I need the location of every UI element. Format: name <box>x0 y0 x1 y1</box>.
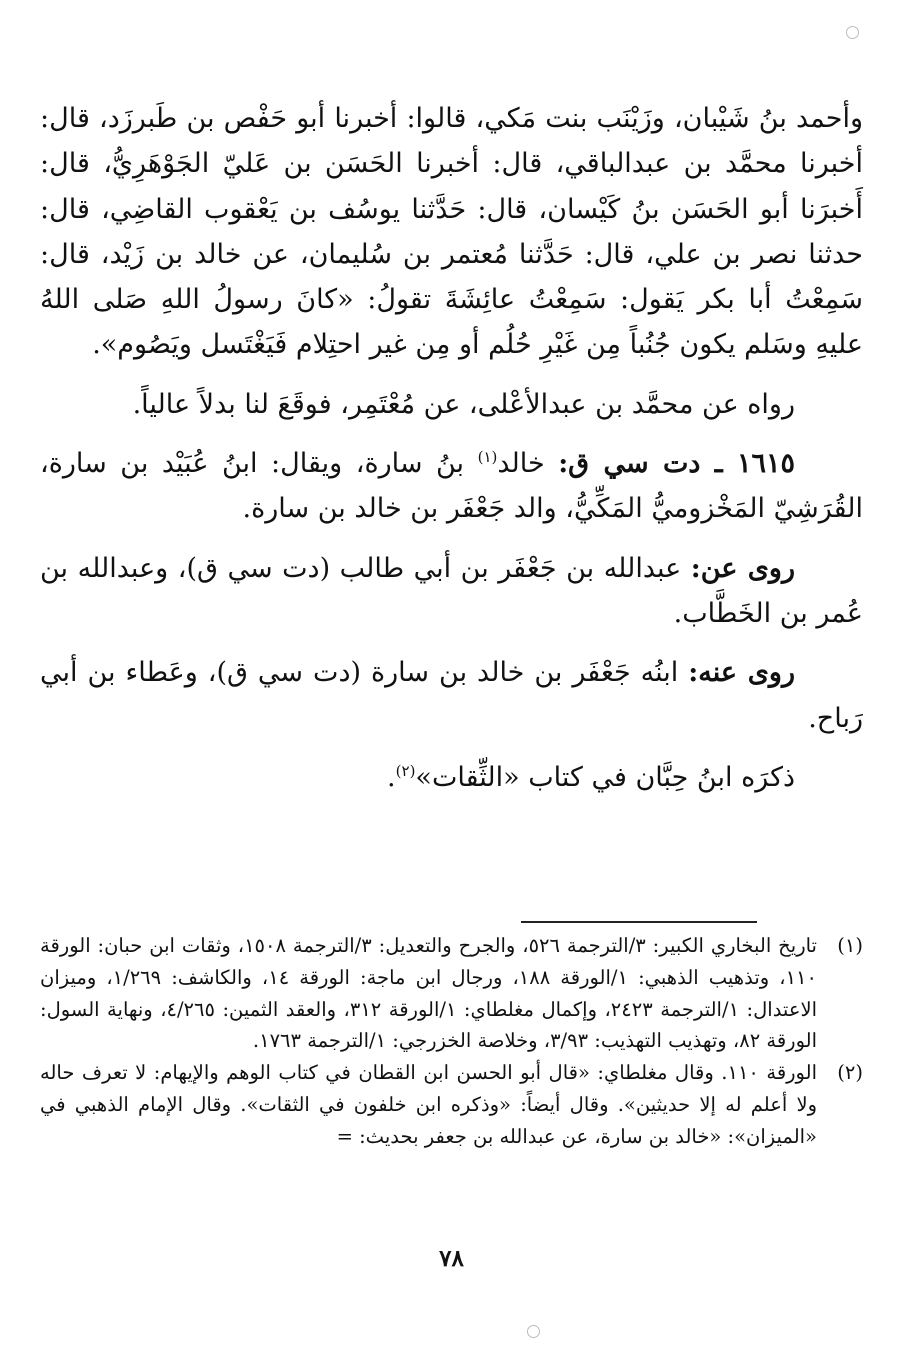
scan-ring-mark <box>846 26 859 39</box>
entry-description: بنُ سارة، ويقال: ابنُ عُبَيْد بن سارة، القُرَشِيّ المَخْزوميُّ المَكِّيُّ، والد جَعْفَر بن خالد بن سارة. <box>40 448 863 525</box>
paragraph-riwaya <box>40 382 863 427</box>
footnote-number: (١) <box>837 934 863 957</box>
narrated-by-text: ابنُه جَعْفَر بن خالد بن سارة (دت سي ق)، وعَطاء بن أبي رَباح. <box>40 657 863 734</box>
entry-number: ١٦١٥ ـ دت سي ق: <box>558 448 795 480</box>
footnote-separator <box>521 921 757 923</box>
narrated-from-paragraph <box>40 546 863 637</box>
narrated-from-label: روى عن: <box>690 552 795 584</box>
footnote-2 <box>40 1057 863 1152</box>
main-text <box>40 96 863 800</box>
paragraph-text: رواه عن محمَّد بن عبدالأعْلى، عن مُعْتَمِر، فوقَعَ لنا بدلاً عالياً. <box>132 388 795 420</box>
paragraph-isnad <box>40 96 863 368</box>
footnotes <box>40 930 863 1153</box>
footnote-1 <box>40 930 863 1057</box>
entry-heading-paragraph <box>40 441 863 532</box>
footnote-text: تاريخ البخاري الكبير: ٣/الترجمة ٥٢٦، والجرح والتعديل: ٣/الترجمة ١٥٠٨، وثقات ابن حبان: الورقة ١١٠، وتذهيب الذهبي: ١/الورقة ١٨٨، ورجال ابن ماجة: الورقة ١٤، والكاشف: ١/٢٦٩، وميزان الاعتدال: ١/الترجمة ٢٤٢٣، وإكمال مغلطاي: ١/الورقة ٣١٢، والعقد الثمين: ٤/٢٦٥، ونهاية السول: الورقة ٨٢، وتهذيب التهذيب: ٣/٩٣، وخلاصة الخزرجي: ١/الترجمة ١٧٦٣. <box>40 934 817 1053</box>
paragraph-end: . <box>387 761 396 793</box>
paragraph-text: وأحمد بنُ شَيْبان، وزَيْنَب بنت مَكي، قالوا: أخبرنا أبو حَفْص بن طَبرزَد، قال: أخبرنا محمَّد بن عبدالباقي، قال: أخبرنا الحَسَن بن عَليّ الجَوْهَرِيُّ، قال: أَخبرَنا أبو الحَسَن بنُ كَيْسان، قال: حَدَّثنا يوسُف بن يَعْقوب القاضِي، قال: حدثنا نصر بن علي، قال: حَدَّثنا مُعتمر بن سُليمان، عن خالد بن زَيْد، قال: سَمِعْتُ أبا بكر يَقول: سَمِعْتُ عائِشَةَ تقولُ: «كانَ رسولُ اللهِ صَلى اللهُ عليهِ وسَلم يكون جُنُباً مِن غَيْرِ حُلُم أو مِن غير احتِلام فَيَغْتَسل ويَصُوم». <box>40 103 863 361</box>
paragraph-text: ذكرَه ابنُ حِبَّان في كتاب «الثِّقات» <box>415 761 795 793</box>
footnote-ref-2: (٢) <box>395 761 416 780</box>
entry-name: خالد <box>497 448 559 480</box>
footnote-text: الورقة ١١٠. وقال مغلطاي: «قال أبو الحسن ابن القطان في كتاب الوهم والإيهام: لا تعرف حاله ولا أعلم له إلا حديثين». وقال أيضاً: «وذكره ابن خلفون في الثقات». وقال الإمام الذهبي في «الميزان»: «خالد بن سارة، عن عبدالله بن جعفر بحديث: = <box>40 1061 817 1148</box>
footnote-ref-1: (١) <box>477 448 498 467</box>
page-number: ٧٨ <box>439 1245 464 1272</box>
ibn-hibban-paragraph <box>40 755 863 800</box>
scan-ring-mark <box>527 1325 540 1338</box>
narrated-by-label: روى عنه: <box>688 657 796 689</box>
narrated-from-text: عبدالله بن جَعْفَر بن أبي طالب (دت سي ق)، وعبدالله بن عُمر بن الخَطَّاب. <box>40 552 863 629</box>
narrated-by-paragraph <box>40 650 863 741</box>
footnote-number: (٢) <box>837 1061 863 1085</box>
